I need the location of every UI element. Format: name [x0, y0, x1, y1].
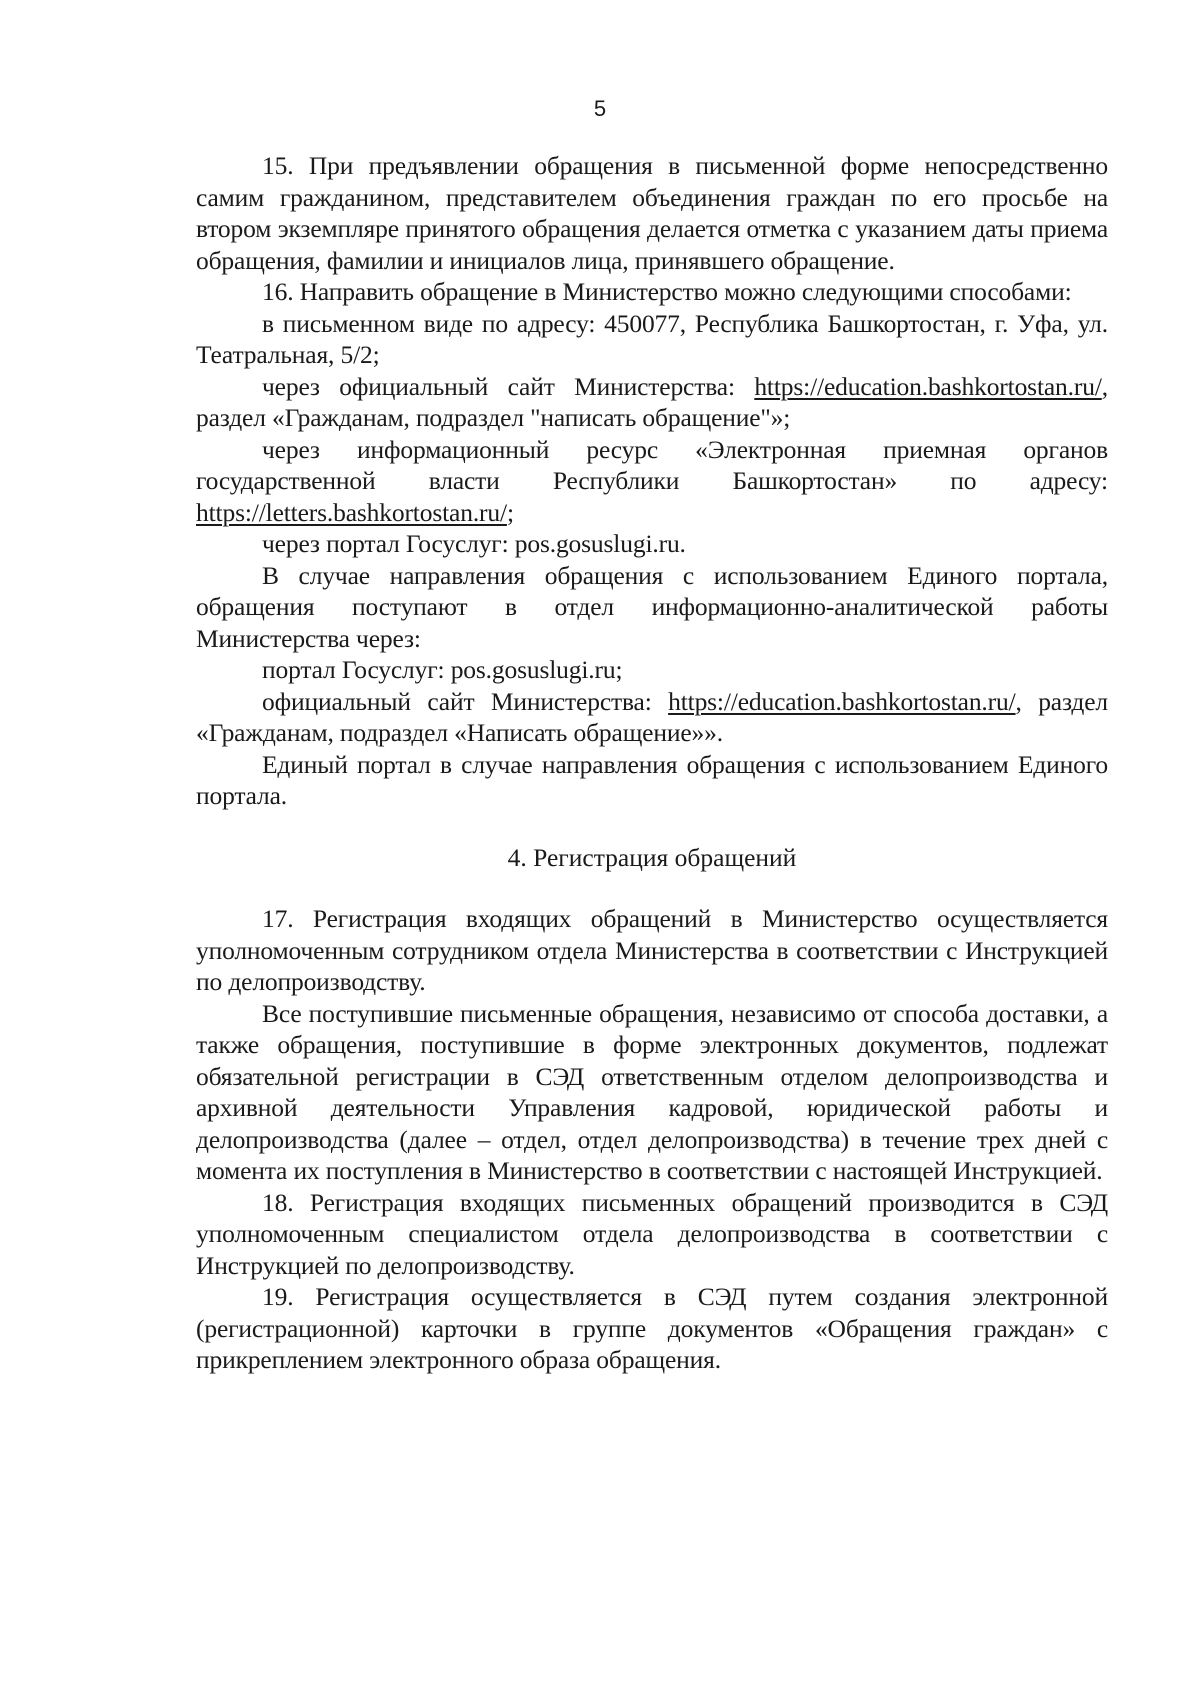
- education-site-link[interactable]: https://education.bashkortostan.ru/: [754, 371, 1102, 401]
- submission-way-post: в письменном виде по адресу: 450077, Республика Башкортостан, г. Уфа, ул. Театральная, 5/2;: [196, 308, 1108, 369]
- paragraph-15: 15. При предъявлении обращения в письменной форме непосредственно самим гражданином, представителем объединения граждан по его просьбе на втором экземпляре принятого обращения делается отметка с указанием даты приема обращения, фамилии и инициалов лица, принявшего обращение.: [196, 151, 1108, 275]
- submission-way-letters-suffix: ;: [506, 497, 514, 527]
- submission-way-letters: [196, 434, 1108, 529]
- unified-way-gosuslugi: портал Госуслуг: pos.gosuslugi.ru;: [262, 655, 623, 684]
- document-body: [196, 150, 1108, 1376]
- unified-education-site-link[interactable]: https://education.bashkortostan.ru/: [668, 686, 1016, 716]
- submission-way-site-suffix: , раздел «Гражданам, подраздел "написать обращение"»;: [196, 371, 1108, 432]
- section-heading: 4. Регистрация обращений: [507, 842, 797, 872]
- submission-way-letters-prefix: через информационный ресурс «Электронная приемная органов государственной власти Республики Башкортостан» по адресу:: [196, 434, 1108, 495]
- unified-way-site-suffix: , раздел «Гражданам, подраздел «Написать обращение»».: [196, 686, 1108, 747]
- paragraph-18: 18. Регистрация входящих письменных обращений производится в СЭД уполномоченным специалистом отдела делопроизводства в соответствии с Инструкцией по делопроизводству.: [196, 1187, 1108, 1280]
- paragraph-unified-portal: В случае направления обращения с использованием Единого портала, обращения поступают в отдел информационно-аналитической работы Министерства через:: [196, 560, 1108, 653]
- letters-site-link[interactable]: https://letters.bashkortostan.ru/: [196, 497, 507, 527]
- paragraph-17-all-appeals: Все поступившие письменные обращения, независимо от способа доставки, а также обращения, поступившие в форме электронных документов, подлежат обязательной регистрации в СЭД ответственным отделом делопроизводства и архивной деятельности Управления кадровой, юридической работы и делопроизводства (далее – отдел, отдел делопроизводства) в течение трех дней с момента их поступления в Министерство в соответствии с настоящей Инструкцией.: [196, 998, 1108, 1185]
- submission-way-site-prefix: через официальный сайт Министерства:: [262, 371, 735, 401]
- submission-way-site: [196, 371, 1108, 434]
- paragraph-unified-portal-note: Единый портал в случае направления обращения с использованием Единого портала.: [196, 749, 1108, 810]
- paragraph-17: 17. Регистрация входящих обращений в Министерство осуществляется уполномоченным сотрудником отдела Министерства в соответствии с Инструкцией по делопроизводству.: [196, 904, 1108, 996]
- submission-way-gosuslugi: через портал Госуслуг: pos.gosuslugi.ru.: [262, 529, 686, 558]
- unified-way-site-prefix: официальный сайт Министерства:: [262, 686, 652, 716]
- unified-way-site: [196, 686, 1108, 749]
- page-number: 5: [593, 96, 607, 121]
- paragraph-16: 16. Направить обращение в Министерство можно следующими способами:: [262, 277, 1072, 306]
- paragraph-19: 19. Регистрация осуществляется в СЭД путем создания электронной (регистрационной) карточки в группе документов «Обращения граждан» с прикреплением электронного образа обращения.: [196, 1282, 1108, 1374]
